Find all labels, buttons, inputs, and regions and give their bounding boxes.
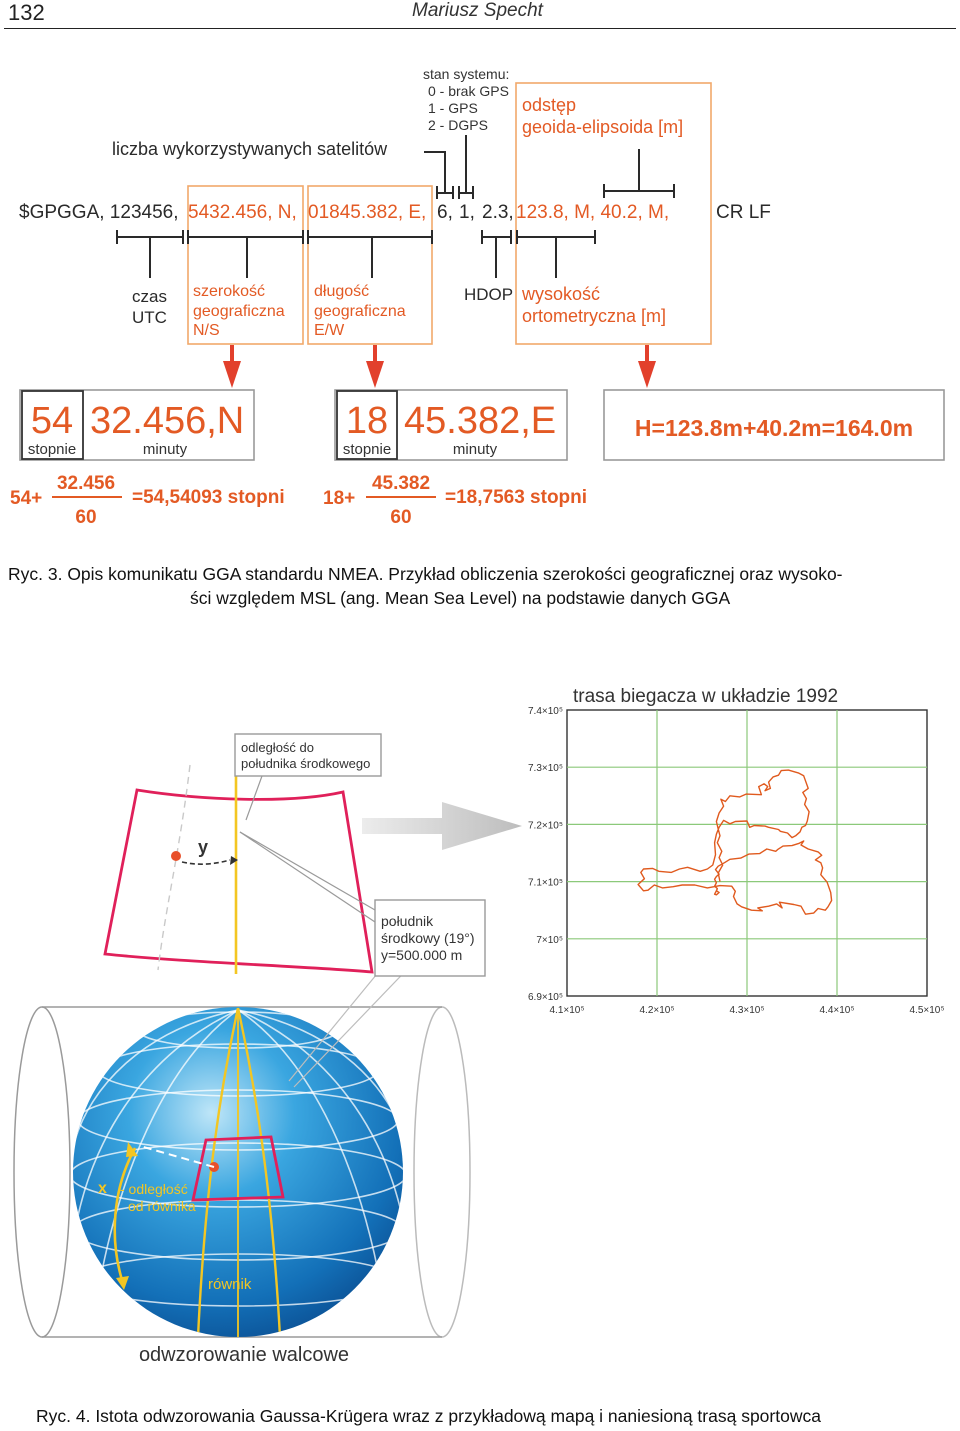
latitude-box	[20, 390, 254, 460]
chart-title: trasa biegacza w układzie 1992	[573, 686, 839, 707]
ortho-label-1: wysokość	[522, 284, 601, 304]
lon-calc-numerator: 45.382	[371, 473, 431, 494]
gga-message: $GPGGA, 123456, 5432.456, N, 01845.382, E, 6, 1, 2.3, 123.8, M, 40.2, M,	[19, 202, 670, 223]
lon-calc-prefix: 18+	[323, 488, 356, 509]
longitude-degrees: 18	[345, 400, 389, 442]
separation-label-1: odstęp	[522, 95, 577, 115]
y-tick-labels	[528, 706, 563, 1003]
y-tick-label: 7×10⁵	[536, 934, 563, 946]
longitude-label-3: E/W	[314, 322, 345, 339]
y-tick-label: 7.3×10⁵	[527, 763, 563, 775]
separation-label-2: geoida-elipsoida [m]	[522, 117, 684, 137]
figure-4-gauss-kruger	[0, 670, 960, 1400]
message-terminator: CR LF	[716, 202, 771, 223]
system-status-1: 1 - GPS	[428, 100, 478, 116]
system-status-0: 0 - brak GPS	[428, 83, 509, 99]
x-tick-labels	[549, 1005, 944, 1016]
equator-distance-label-1: - odległość	[120, 1181, 188, 1197]
latitude-minutes-label: minuty	[142, 441, 188, 458]
x-tick-label: 4.5×10⁵	[909, 1005, 945, 1016]
upper-brackets	[424, 135, 674, 199]
longitude-minutes-label: minuty	[452, 441, 498, 458]
equator-label: równik	[208, 1276, 252, 1293]
height-box	[604, 390, 944, 460]
latitude-degrees-label: stopnie	[27, 441, 77, 458]
longitude-label-1: długość	[314, 283, 370, 300]
latitude-label-3: N/S	[193, 322, 220, 339]
lon-calc-denominator: 60	[390, 507, 412, 528]
longitude-box	[335, 390, 567, 460]
projected-zone	[105, 734, 485, 976]
utc-label-1: czas	[132, 287, 167, 306]
system-status-title: stan systemu:	[423, 66, 510, 82]
latitude-label-2: geograficzna	[193, 303, 285, 320]
latitude-degrees: 54	[30, 400, 74, 442]
longitude-calculation	[323, 473, 587, 528]
ortho-label-2: ortometryczna [m]	[522, 306, 667, 326]
y-tick-label: 7.1×10⁵	[527, 877, 563, 889]
lon-calc-result: =18,7563 stopni	[445, 487, 588, 508]
lat-calc-prefix: 54+	[10, 488, 43, 509]
x-tick-label: 4.4×10⁵	[819, 1005, 855, 1016]
y-tick-label: 7.2×10⁵	[527, 820, 563, 832]
hdop-label: HDOP	[464, 285, 514, 304]
figure-3-gga-diagram	[0, 55, 960, 535]
latitude-calculation	[10, 473, 285, 528]
figure-3-caption-line-1: Ryc. 3. Opis komunikatu GGA standardu NMEA. Przykład obliczenia szerokości geograficznej oraz wysoko-	[8, 564, 843, 584]
lat-calc-numerator: 32.456	[56, 473, 116, 494]
figure-4-caption: Ryc. 4. Istota odwzorowania Gaussa-Krügera wraz z przykładową mapą i naniesioną trasą sportowca	[36, 1406, 821, 1426]
satellites-label: liczba wykorzystywanych satelitów	[112, 139, 388, 159]
latitude-label-1: szerokość	[193, 283, 266, 300]
x-axis-label: x	[98, 1180, 107, 1197]
longitude-label-2: geograficzna	[314, 303, 406, 320]
running-head-author: Mariusz Specht	[412, 0, 543, 21]
y-tick-label: 7.4×10⁵	[527, 706, 563, 717]
longitude-minutes: 45.382,E	[404, 400, 557, 442]
route-chart	[528, 686, 945, 1016]
lat-calc-denominator: 60	[75, 507, 97, 528]
lat-calc-result: =54,54093 stopni	[132, 487, 285, 508]
system-status-2: 2 - DGPS	[428, 117, 488, 133]
x-tick-label: 4.2×10⁵	[639, 1005, 675, 1016]
globe	[70, 1007, 410, 1337]
cylindrical-projection-label: odwzorowanie walcowe	[138, 1344, 350, 1366]
height-formula: H=123.8m+40.2m=164.0m	[634, 415, 914, 441]
central-meridian-label-1: południk	[381, 913, 434, 929]
figure-3-caption-line-2: ści względem MSL (ang. Mean Sea Level) na podstawie danych GGA	[190, 588, 731, 608]
x-tick-label: 4.3×10⁵	[729, 1005, 765, 1016]
central-meridian-label-2: środkowy (19°)	[381, 930, 475, 946]
latitude-minutes: 32.456,N	[90, 400, 245, 442]
utc-label-2: UTC	[132, 308, 167, 327]
x-tick-label: 4.1×10⁵	[549, 1005, 585, 1016]
longitude-degrees-label: stopnie	[342, 441, 392, 458]
page-number: 132	[8, 0, 45, 25]
equator-distance-label-2: od równika	[128, 1198, 196, 1214]
y-tick-label: 6.9×10⁵	[527, 992, 563, 1003]
down-arrows	[223, 345, 656, 388]
header-rule	[4, 28, 956, 29]
projection-arrow	[362, 802, 522, 850]
meridian-distance-label-1: odległość do	[241, 740, 314, 755]
meridian-distance-label-2: południka środkowego	[241, 756, 371, 771]
central-meridian-label-3: y=500.000 m	[381, 947, 463, 963]
y-axis-label: y	[198, 837, 209, 857]
